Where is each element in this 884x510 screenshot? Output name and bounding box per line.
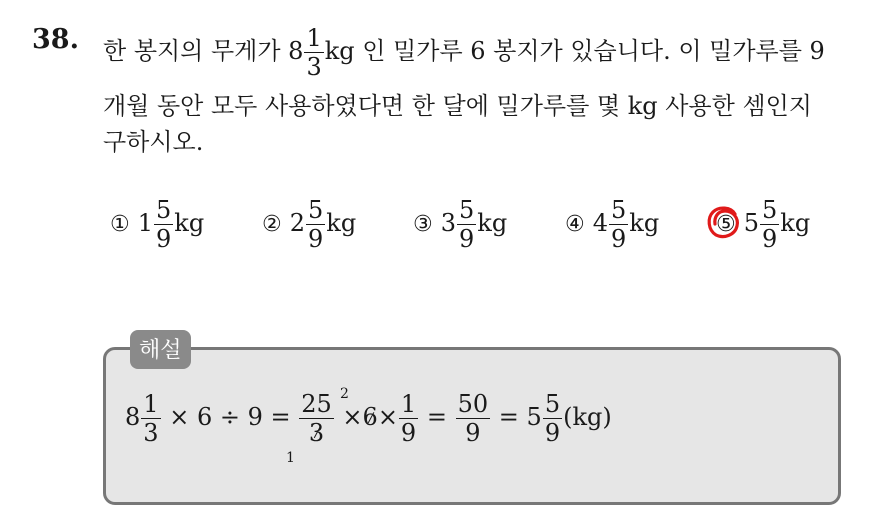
term1-whole: 8 (125, 403, 141, 431)
term3-denominator: 9 (400, 419, 417, 447)
choice-whole: 2 (289, 209, 306, 237)
result-whole: 5 (526, 403, 542, 431)
choice-1[interactable] (110, 198, 204, 251)
equals-2: = (498, 403, 519, 431)
choice-numerator: 5 (156, 196, 172, 224)
question-text-b: kg 인 밀가루 6 봉지가 있습니다. 이 밀가루를 9 (324, 37, 825, 65)
choice-fraction (760, 198, 779, 251)
choice-fraction (457, 198, 476, 251)
cancel-result-two: 2 (340, 386, 349, 402)
question-number: 38. (32, 24, 79, 55)
choice-numerator: 5 (611, 196, 627, 224)
choice-whole: 4 (592, 209, 609, 237)
choice-unit: kg (477, 209, 508, 237)
operator-2: × (342, 403, 363, 431)
choice-whole: 3 (440, 209, 457, 237)
choice-unit: kg (780, 209, 811, 237)
choice-mark: ⑤ (716, 212, 736, 237)
choice-denominator: 9 (308, 225, 324, 253)
operator-3: × (377, 403, 398, 431)
choice-whole: 1 (137, 209, 154, 237)
equals-1: = (426, 403, 447, 431)
choice-denominator: 9 (156, 225, 172, 253)
choice-numerator: 5 (459, 196, 475, 224)
result-numerator: 5 (544, 390, 561, 418)
term2-numerator: 25 (301, 390, 332, 418)
choice-mark: ① (110, 212, 130, 237)
choice-mark: ② (262, 212, 282, 237)
choice-unit: kg (629, 209, 660, 237)
solution-equation (125, 392, 612, 445)
weight-numerator: 1 (306, 24, 322, 52)
question-line-3: 구하시오. (103, 128, 204, 156)
choice-2[interactable] (262, 198, 356, 251)
answer-circle-icon (706, 205, 741, 240)
term1-numerator: 1 (143, 390, 159, 418)
choice-mark: ④ (565, 212, 585, 237)
choice-unit: kg (326, 209, 357, 237)
choice-mark: ③ (413, 212, 433, 237)
weight-fraction (304, 26, 323, 79)
term3-numerator: 1 (400, 390, 417, 418)
choice-fraction (609, 198, 628, 251)
choice-3[interactable] (413, 198, 507, 251)
cancelled-six: 6 (362, 403, 378, 431)
result-fraction (543, 392, 562, 445)
choice-fraction (306, 198, 325, 251)
term1-fraction (141, 392, 160, 445)
question-line-1 (103, 26, 825, 79)
result-denominator: 9 (544, 419, 561, 447)
term2-denominator: 3 (308, 419, 325, 447)
choice-denominator: 9 (459, 225, 475, 253)
question-text-a: 한 봉지의 무게가 8 (103, 37, 304, 65)
weight-denominator: 3 (306, 53, 322, 81)
operator-1: × 6 ÷ 9 = (169, 403, 291, 431)
question-line-2: 개월 동안 모두 사용하였다면 한 달에 밀가루를 몇 kg 사용한 셈인지 (103, 92, 812, 120)
choice-4[interactable] (565, 198, 659, 251)
term1-denominator: 3 (143, 419, 159, 447)
term3-fraction (399, 392, 418, 445)
choice-denominator: 9 (611, 225, 627, 253)
term2-fraction (299, 392, 334, 445)
choice-fraction (154, 198, 173, 251)
choice-numerator: 5 (762, 196, 778, 224)
term4-numerator: 50 (457, 390, 489, 418)
choice-whole: 5 (743, 209, 760, 237)
term4-fraction (456, 392, 491, 445)
term4-denominator: 9 (465, 419, 481, 447)
cancel-result-one: 1 (286, 450, 295, 466)
solution-label: 해설 (130, 330, 191, 369)
result-unit: (kg) (563, 403, 612, 431)
choice-denominator: 9 (762, 225, 778, 253)
choice-unit: kg (174, 209, 205, 237)
choice-numerator: 5 (308, 196, 324, 224)
